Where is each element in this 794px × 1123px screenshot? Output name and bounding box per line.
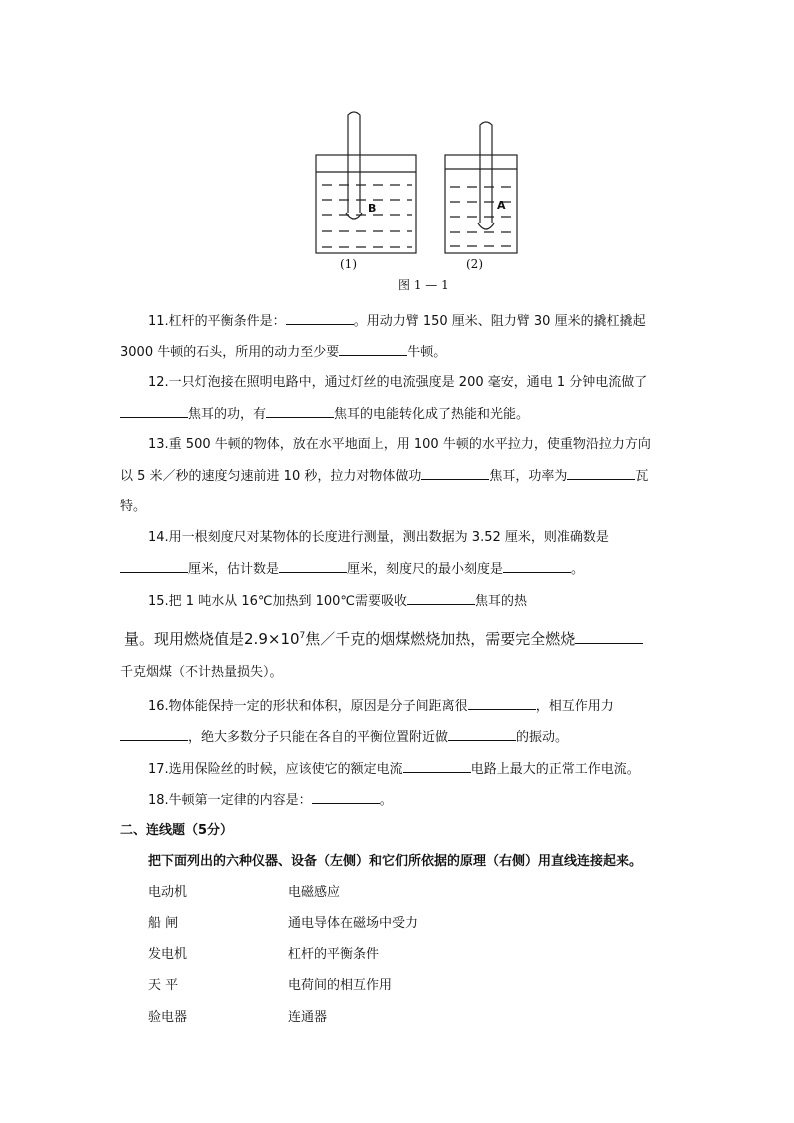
q14-text: 14.用一根刻度尺对某物体的长度进行测量，测出数据为 3.52 厘米，则准确数是 [148,530,609,545]
q16-line1 [148,697,614,716]
q13-text-3: 焦耳，功率为 [489,469,568,484]
right-item-4[interactable]: 电荷间的相互作用 [288,978,393,993]
q16-text-3: ，绝大多数分子只能在各自的平衡位置附近做 [188,730,449,745]
sub-figure-2-label: (2) [466,257,483,271]
q12-line1 [148,374,647,392]
q15-blank-2[interactable] [575,631,643,644]
q16-text: 16.物体能保持一定的形状和体积，原因是分子间距离很 [148,699,468,714]
q14-text-4: 。 [571,562,585,577]
q14-text-2: 厘米，估计数是 [188,562,280,577]
q14-blank-2[interactable] [279,560,347,573]
section2-heading: 二、连线题（5分） [120,823,234,838]
q13-line1 [148,436,651,454]
q14-line2 [120,560,584,579]
right-item-2[interactable]: 通电导体在磁场中受力 [288,916,419,931]
q15-text: 15.把 1 吨水从 16℃加热到 100℃需要吸收 [148,594,408,609]
figure-1-1 [300,105,540,295]
q18-text: 18.牛顿第一定律的内容是： [148,793,312,808]
q16-text-4: 的振动。 [516,730,569,745]
q18-blank[interactable] [312,791,380,804]
q11-text: 11.杠杆的平衡条件是： [148,314,286,329]
q16-blank-1[interactable] [468,697,536,710]
q15-line3 [120,664,283,682]
q11-blank-2[interactable] [339,343,407,356]
q11-text-3: 3000 牛顿的石头，所用的动力至少要 [120,345,340,360]
q11-text-2: 。用动力臂 150 厘米、阻力臂 30 厘米的撬杠撬起 [353,314,646,329]
q11-line2 [120,343,446,362]
q11-blank-1[interactable] [286,312,354,325]
q12-line2 [120,405,529,424]
q16-blank-3[interactable] [448,728,516,741]
q18-line [148,791,393,810]
q15-text-5: 千克烟煤（不计热量损失）。 [120,665,283,680]
q14-line1 [148,529,609,547]
q13-line2 [120,467,648,486]
q13-text-5: 特。 [120,499,147,514]
left-item-2[interactable]: 船 闸 [148,916,179,931]
q14-text-3: 厘米，刻度尺的最小刻度是 [347,562,504,577]
left-item-5[interactable]: 验电器 [148,1010,188,1025]
left-item-4[interactable]: 天 平 [148,978,179,993]
q11-text-4: 牛顿。 [407,345,447,360]
q15-line1 [148,592,527,611]
q18-text-2: 。 [379,793,393,808]
q12-blank-2[interactable] [266,405,334,418]
tube-label-b: B [368,202,377,215]
q17-blank[interactable] [403,760,471,773]
q15-formula: 2.9×10 [244,630,300,648]
q15-text-4: 焦／千克的烟煤燃烧加热，需要完全燃烧 [305,630,576,648]
q16-blank-2[interactable] [120,728,188,741]
q12-text-3: 焦耳的电能转化成了热能和光能。 [334,407,530,422]
q15-exponent: 7 [299,631,306,641]
beakers-diagram [300,105,540,275]
q13-blank-1[interactable] [421,467,489,480]
right-item-1[interactable]: 电磁感应 [288,885,341,900]
q12-text-2: 焦耳的功，有 [188,407,267,422]
q11-line1 [148,312,646,331]
q13-text-2: 以 5 米／秒的速度匀速前进 10 秒，拉力对物体做功 [120,469,422,484]
left-item-1[interactable]: 电动机 [148,885,188,900]
q17-line [148,760,640,779]
q13-text-4: 瓦 [635,469,649,484]
q15-text-2: 焦耳的热 [475,594,528,609]
q15-line2 [124,627,643,648]
q14-blank-3[interactable] [503,560,571,573]
q17-text: 17.选用保险丝的时候，应该使它的额定电流 [148,762,403,777]
q17-text-2: 电路上最大的正常工作电流。 [470,762,640,777]
right-item-5[interactable]: 连通器 [288,1010,328,1025]
left-item-3[interactable]: 发电机 [148,947,188,962]
figure-caption: 图 1 — 1 [398,278,449,292]
right-item-3[interactable]: 杠杆的平衡条件 [288,947,380,962]
q12-text: 12.一只灯泡接在照明电路中，通过灯丝的电流强度是 200 毫安，通电 1 分钟电流做了 [148,375,648,390]
q13-blank-2[interactable] [567,467,635,480]
section2-instruction: 把下面列出的六种仪器、设备（左侧）和它们所依据的原理（右侧）用直线连接起来。 [148,854,643,869]
q13-line3 [120,498,146,516]
q15-blank-1[interactable] [407,592,475,605]
q15-text-3: 量。现用燃烧值是 [124,630,245,648]
q16-text-2: ，相互作用力 [535,699,614,714]
q14-blank-1[interactable] [120,560,188,573]
q13-text: 13.重 500 牛顿的物体，放在水平地面上，用 100 牛顿的水平拉力，使重物沿拉力方向 [148,437,651,452]
q16-line2 [120,728,568,747]
sub-figure-1-label: (1) [340,257,357,271]
tube-label-a: A [497,199,506,212]
q12-blank-1[interactable] [120,405,188,418]
